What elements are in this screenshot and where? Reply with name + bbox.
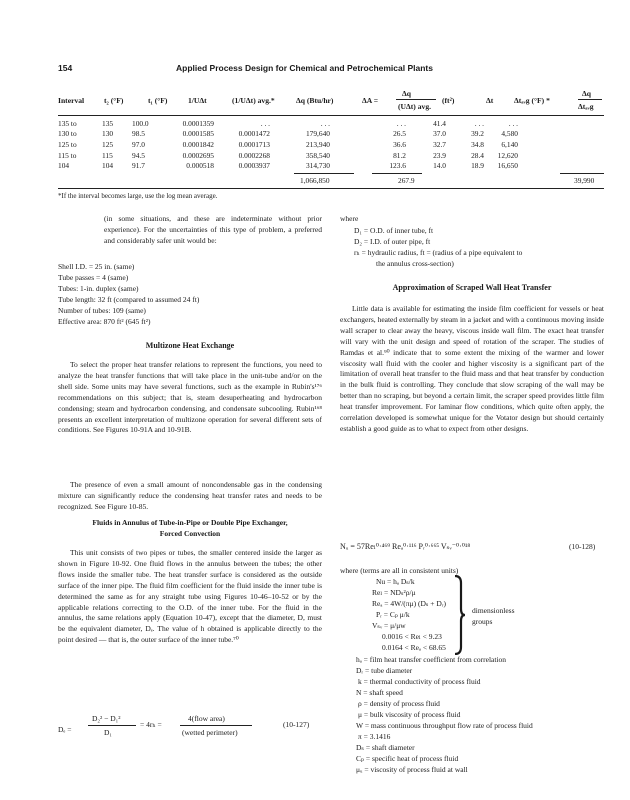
spec-line: Shell I.D. = 25 in. (same) xyxy=(58,262,135,271)
section-heading: Multizone Heat Exchange xyxy=(145,341,235,350)
data-table xyxy=(58,118,518,171)
page-number: 154 xyxy=(58,63,73,73)
eq127-mid: = 4rₕ = xyxy=(140,720,162,729)
col-da: ΔA = xyxy=(362,96,379,105)
dimensionless-term: Nu = hₐ Dₛ/k xyxy=(376,577,415,586)
variable-def: μᵤ = viscosity of process fluid at wall xyxy=(356,765,468,774)
table-row: 135 to 135 100.0 0.0001359 . . . . . . . . . 41.4 . . . . . . xyxy=(58,118,518,128)
multizone-paragraph: To select the proper heat transfer relations to represent the functions, you need to analyze the heat transfer functions that will take place in the unit-tube and/or on the shell side. Some units may have several functions, such as the example in Rubin's¹⁷⁶ recommendations on this subject; that is, steam desuperheating and hydrocarbon condensing; steam and hydrocarbon condensing, and condensate subcooling. Rubin¹⁶⁸ presents an excellent interpretation of multizone operation for several different sets of conditions. See Figures 10-91A and 10-91B. xyxy=(58,360,322,435)
variable-def: k = thermal conductivity of process fluid xyxy=(358,677,481,686)
variable-def: Cₚ = specific heat of process fluid xyxy=(356,754,459,763)
variable-def: μ = bulk viscosity of process fluid xyxy=(358,710,461,719)
total-da: 267.9 xyxy=(398,176,415,185)
definition-line: rₕ = hydraulic radius, ft = (radius of a pipe equivalent to xyxy=(354,248,523,257)
total-dq: 1,066,850 xyxy=(300,176,330,185)
eq127-lhs: Dₑ = xyxy=(58,725,72,734)
section-heading: Fluids in Annulus of Tube-in-Pipe or Double Pipe Exchanger, xyxy=(92,518,288,527)
col-dt-avg: Δtₐᵥg (°F) * xyxy=(514,96,550,105)
spec-line: Tube length: 32 ft (compared to assumed 24 ft) xyxy=(58,295,200,304)
brace-label: groups xyxy=(472,617,493,626)
total-ratio: 39,990 xyxy=(574,176,595,185)
table-footnote: *If the interval becomes large, use the log mean average. xyxy=(58,192,218,200)
dimensionless-term: Reₐ = 4W/(πμ) (Dₛ + Dᵣ) xyxy=(372,599,447,608)
col-inv-udt: 1/UΔt xyxy=(188,96,207,105)
col-ratio-num: Δq xyxy=(582,89,591,98)
running-title: Applied Process Design for Chemical and Petrochemical Plants xyxy=(176,63,433,73)
col-inv-udt-avg: (1/UΔt) avg.* xyxy=(232,96,275,105)
brace-label: dimensionless xyxy=(472,606,515,615)
spec-line: Tubes: 1-in. duplex (same) xyxy=(58,284,139,293)
section-heading: Approximation of Scraped Wall Heat Transfer xyxy=(392,283,552,292)
col-dt: Δt xyxy=(486,96,494,105)
range-term: 0.0164 < Reₐ < 68.65 xyxy=(382,643,446,652)
eq127-den1: D₁ xyxy=(104,728,113,737)
range-term: 0.0016 < Reₗ < 9.23 xyxy=(382,632,442,641)
intro-paragraph: (in some situations, and these are indeterminate without prior experience). For the uncertainties of this type of problem, a preferred and considerably safer unit would be: xyxy=(104,214,322,245)
eq128-number: (10-128) xyxy=(569,542,596,551)
table-row: 130 to 130 98.5 0.0001585 0.0001472 179,640 26.5 37.0 39.2 4,580 xyxy=(58,129,518,139)
where-label: where xyxy=(340,214,359,223)
section-heading: Forced Convection xyxy=(159,529,221,538)
variable-def: ρ = density of process fluid xyxy=(358,699,440,708)
eq127-num1: D₂² − D₁² xyxy=(92,714,121,723)
spec-line: Number of tubes: 109 (same) xyxy=(58,306,146,315)
variable-def: Dᵣ = tube diameter xyxy=(356,666,413,675)
variable-def: hₐ = film heat transfer coefficient from correlation xyxy=(356,655,507,664)
definition-line: the annulus cross-section) xyxy=(376,259,454,268)
brace-icon xyxy=(452,575,466,655)
annulus-paragraph: This unit consists of two pipes or tubes, the smaller centered inside the larger as shown in Figure 10-92. One fluid flows in the annulus between the tubes; the other flows inside the smaller tube. The heat transfer surface is considered as the outside surface of the inner pipe. The fluid film coefficient for the fluid inside the inner tube is determined the same as for any straight tube using Figures 10-46–10-52 or by the applicable relations correcting to the O.D. of the inner tube. For the fluid in the annulus, the same relations apply (Equation 10-47), except that the diameter, D, must be the equivalent diameter, Dₑ. The value of h obtained is applicable directly to the point desired — that is, the outer surface of the inner tube.⁷⁰ xyxy=(58,548,322,645)
col-dq: Δq (Btu/hr) xyxy=(296,96,334,105)
variable-def: N = shaft speed xyxy=(356,688,403,697)
eq127-num2: 4(flow area) xyxy=(188,714,225,723)
table-row: 125 to 125 97.0 0.0001842 0.0001713 213,940 36.6 32.7 34.8 6,140 xyxy=(58,139,518,149)
table-row: 104 104 91.7 0.000518 0.0003937 314,730 123.6 14.0 18.9 16,650 xyxy=(58,161,518,171)
dimensionless-term: Pᵣ = Cₚ μ/k xyxy=(376,610,410,619)
where-label: where (terms are all in consistent units) xyxy=(340,566,459,575)
col-udt-avg: (UΔt) avg. xyxy=(398,102,432,111)
dimensionless-term: Vₛᵥ = μ/μw xyxy=(372,621,406,630)
definition-line: D₁ = O.D. of inner tube, ft xyxy=(354,226,434,235)
eq127-number: (10-127) xyxy=(283,720,310,729)
col-ft2: (ft²) xyxy=(442,96,455,105)
variable-def: W = mass continuous throughput flow rate of process fluid xyxy=(356,721,533,730)
definition-line: D₂ = I.D. of outer pipe, ft xyxy=(354,237,431,246)
variable-def: Dₛ = shaft diameter xyxy=(356,743,415,752)
col-t2: t₂ (°F) xyxy=(104,96,124,105)
eq128: Nᵤ = 57Reₗ⁰·⁴⁶⁹ Reₐ⁰·¹¹⁶ Pᵣ⁰·⁶⁶⁵ Vₛᵥ⁻⁰·⁰¹⁸ xyxy=(340,542,471,551)
spec-line: Tube passes = 4 (same) xyxy=(58,273,129,282)
col-interval: Interval xyxy=(58,96,85,105)
dimensionless-term: Reₗ = NDₛ²ρ/μ xyxy=(372,588,416,597)
eq127-den2: (wetted perimeter) xyxy=(182,728,238,737)
scraped-paragraph: Little data is available for estimating the inside film coefficient for vessels or heat exchangers, heated externally by steam in a jacket and with a continuous moving inside wall scraper to clear away the heavy, viscous inside wall film. The exact heat transfer will vary with the unit design and speed of rotation of the scraper. The studies of Ramdas et al.⁹⁰ indicate that to some extent the mixing of the warmer and lower viscosity wall fluid with the cooler and higher viscosity is a significant part of the limitation of overall heat transfer to the fluid mass and that heat transfer by conduction in the bulk fluid is controlling. They conclude that slow scraping of the wall may be better than no scraping, but beyond a certain limit, the scraper speed provides little film heat transfer improvement. For laminar flow conditions, which quite often apply, the correlation developed is somewhat unique for the Votator design but should certainly establish a good guide as to what to expect from other designs. xyxy=(340,304,604,433)
variable-def: π = 3.1416 xyxy=(358,732,391,741)
col-t1: t₁ (°F) xyxy=(148,96,168,105)
table-row: 115 to 115 94.5 0.0002695 0.0002268 358,540 81.2 23.9 28.4 12,620 xyxy=(58,150,518,160)
col-dq-num: Δq xyxy=(402,89,411,98)
noncondensable-paragraph: The presence of even a small amount of noncondensable gas in the condensing mixture can significantly reduce the condensing heat transfer rates and needs to be recognized. See Figure 10-85. xyxy=(58,480,322,511)
col-ratio-den: Δtₐᵥg xyxy=(578,102,594,111)
spec-line: Effective area: 870 ft² (645 ft²) xyxy=(58,317,151,326)
